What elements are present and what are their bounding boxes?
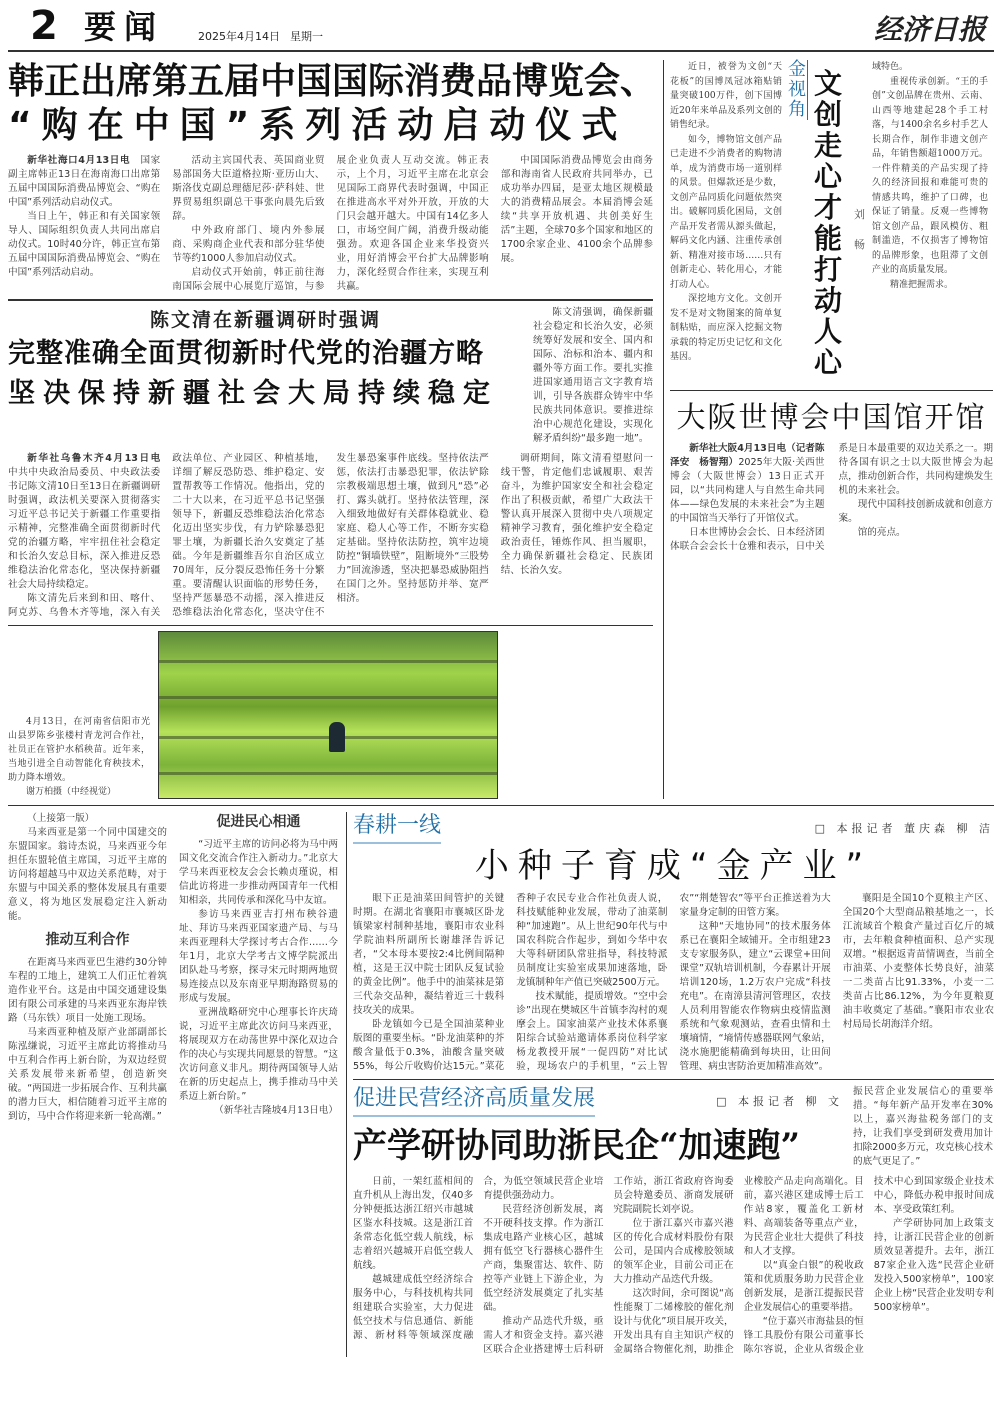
commentary-right-text	[872, 60, 988, 378]
kicker: 陈文清在新疆调研时强调	[149, 309, 381, 331]
bottom-region	[8, 812, 994, 1357]
top-right-column	[663, 60, 993, 799]
paragraph: 技术赋能，提质增效。“空中会诊”出现在樊城区牛首镇李沟村的观摩会上。国家油菜产业技术体系襄阳综合试验站邀请体系岗位科学家杨龙教授开展“一促四防”对比试验，现场农户的手机里，“云上智农”“荆楚智农”等平台正推送着为大家量身定制的田管方案。	[516, 893, 831, 1072]
top-left-column	[8, 60, 657, 799]
dateline: 新华社大阪4月13日电（记者陈泽安 杨智翔）	[670, 443, 825, 468]
paragraph: 位于浙江嘉兴市嘉兴港区的传化合成材料股份有限公司，是国内合成橡胶领域的领军企业，目前公司正在大力推动产品迭代升级。	[613, 1218, 734, 1285]
divider	[353, 1079, 994, 1080]
paragraph: 马来西亚种植及原产业部副部长陈泓缣说，习近平主席此访将推动马中互利合作再上新台阶，为双边经贸关系发展带来新希望，创造新突破。“两国进一步拓展合作、互利共赢的潜力巨大，相信随着习近平主席的到访，马中合作将迎来新一轮高潮。”	[8, 1027, 167, 1122]
page-header	[8, 0, 994, 52]
article-xinjiang	[8, 306, 653, 620]
side-text: 陈文清强调，确保新疆社会稳定和长治久安，必须统筹好发展和安全、国内和国际、治标和治本、疆内和疆外等方面工作。要扎实推进国家通用语言文字教育培训，引导各族群众铸牢中华民族共同体意识。要推进综治中心规范化建设，实现化解矛盾纠纷“最多跑一地”。	[533, 307, 653, 444]
private-economy-headline: 产学研协同助浙民企“加速跑”	[353, 1126, 801, 1166]
paragraph: 国家副主席韩正13日在海南海口出席第五届中国国际消费品博览会、“购在中国”系列活动启动仪式。	[8, 155, 161, 208]
column-tag: 促进民营经济高质量发展	[353, 1085, 595, 1117]
masthead-logo: 经济日报	[873, 13, 986, 46]
subhead: 促进民心相通	[216, 814, 301, 830]
photo-credit: 谢万柏摄（中经视觉）	[26, 787, 117, 797]
osaka-headline: 大阪世博会中国馆开馆	[676, 400, 987, 434]
paragraph: 参访马来西亚吉打州布秧谷遗址、拜访马来西亚国家遗产局、与马来西亚理科大学探讨考古合作……今年1月，北京大学考古文博学院派出团队赴马考察，探寻宋元时期两地贸易连接点以及东南亚早期海路贸易的形成与发展。	[179, 909, 338, 1004]
continued-note: （上接第一版）	[27, 813, 95, 824]
paragraph: 馆的亮点。	[857, 527, 906, 538]
commentary-title: 文创走心才能打动人心	[814, 67, 843, 379]
headline-line2: 坚决保持新疆社会大局持续稳定	[8, 378, 498, 409]
private-economy-body	[353, 1175, 994, 1357]
bottom-right-column	[346, 812, 994, 1357]
paragraph: 域特色。	[872, 62, 909, 72]
column-tag: 春耕一线	[353, 812, 441, 844]
source: （新华社吉隆坡4月13日电）	[214, 1105, 338, 1116]
page-number: 2	[30, 3, 58, 49]
byline: □ 本报记者 柳 文	[716, 1095, 843, 1108]
paragraph: 如今，博物馆文创产品已走进不少消费者的购物清单，成为消费市场一道别样的风景。但爆款还是少数，文创产品同质化问题依然突出。破解同质化困局，文创产品开发者需从源头做起，解码文化内涵、注重传承创新、精准对接市场……只有创新走心、转化用心，才能打动人心。	[670, 134, 782, 290]
article-spring-farming	[353, 812, 994, 1074]
caption-text: 4月13日，在河南省信阳市光山县罗陈乡张楼村青龙河合作社，社员正在管护水稻秧苗。近年来，当地引进全自动智能化育秧技术，助力降本增效。	[8, 717, 150, 783]
divider	[670, 390, 993, 391]
farmer-figure	[329, 722, 345, 752]
paragraph: 2025年大阪·关西世博会（大阪世博会）13日正式开园，以“共同构建人与自然生命共同体——绿色发展的未来社会”为主题的中国馆当天举行了开馆仪式。	[670, 457, 825, 524]
article-private-economy	[353, 1085, 994, 1357]
dateline: 新华社乌鲁木齐4月13日电	[27, 453, 161, 464]
paragraph: “习近平主席的访问必将为马中两国文化交流合作注入新动力。”北京大学马来西亚校友会会长赖贞瑾说，相信此访将进一步推动两国青年一代相知相亲，共同传承和深化马中友谊。	[179, 839, 338, 906]
paragraph: 亚洲战略研究中心理事长许庆琦说，习近平主席此次访问马来西亚，将展现双方在动荡世界中深化双边合作的决心与实现共同愿景的智慧。“这次访问意义非凡。期待两国领导人站在新的历史起点上，携手推动马中关系迈上新台阶。”	[179, 1007, 338, 1102]
subhead: 推动互利合作	[45, 932, 130, 948]
spring-body	[353, 892, 994, 1074]
article-han-zheng	[8, 60, 657, 294]
osaka-body	[670, 442, 993, 554]
paragraph: 现代中国科技创新成就和创意方案。	[838, 499, 993, 524]
paragraph: 中共中央政治局委员、中央政法委书记陈文清10日至13日在新疆调研时强调，政法机关要深入贯彻落实习近平总书记关于新疆工作重要指示精神，完整准确全面贯彻新时代党的治疆方略，牢牢扭住社会稳定和长治久安总目标，深入推进反恐维稳法治化常态化，坚决保持新疆社会大局持续稳定。	[8, 467, 161, 590]
paragraph: 调研期间，陈文清看望慰问一线干警，肯定他们忠诚履职、艰苦奋斗，为维护国家安全和社会稳定作出了积极贡献，希望广大政法干警认真开展深入贯彻中央八项规定精神学习教育，强化维护安全稳定政治责任，锤炼作风、担当履职，全力确保新疆社会稳定、民族团结、长治久安。	[500, 453, 653, 576]
paragraph: 以“真金白银”的税收政策和优质服务助力民营企业创新发展，是浙江提振民营企业发展信心的重要举措。	[743, 1260, 864, 1313]
paragraph: 日本世博协会会长、日本经济团体联合会会长十仓雅和表示，日中关系是日本最重要的双边关系之一。期待各国有识之士以大阪世博会为起点，推动创新合作，共同构建焕发生机的未来社会。	[670, 443, 993, 552]
paragraph: 卧龙镇如今已是全国油菜种业版图的重要坐标。“卧龙油菜种的芥酸含量低于0.3%，油酸含量突破55%，每公斤收购价达15元。”菜花香种子农民专业合作社负责人说，科技赋能种业发展，带动了油菜制种“加速跑”。从上世纪90年代与中国农科院合作起步，到如今华中农大等科研团队常驻指导，科技特派员制度让实验室成果加速落地，卧龙镇制种年产值已突破2500万元。	[353, 893, 668, 1072]
paragraph: 重视传承创新。“王的手创”文创品牌在贵州、云南、山西等地建起28个手工村落，与1400余名乡村手艺人长期合作，制作非遗文创产品，年销售额超1000万元。一件件精美的产品实现了持久的经济回报和难能可贵的情感共鸣，维护了口碑，也保证了销量。反观一些博物馆文创产品，跟风模仿、粗制滥造，不仅损害了博物馆的品牌形象，也阻滞了文创产业的高质量发展。	[872, 76, 988, 275]
commentary-column	[670, 60, 993, 378]
article-body	[8, 154, 653, 294]
paragraph: 民营经济创新发展，离不开硬科技支撑。作为浙江集成电路产业核心区，越城拥有低空飞行器核心器件生产商，集聚雷达、软件、防控等产业链上下游企业，为低空经济发展奠定了扎实基础。	[483, 1204, 604, 1313]
headline-line1: 完整准确全面贯彻新时代党的治疆方略	[8, 338, 484, 369]
paragraph: 马来西亚是第一个同中国建交的东盟国家。翁诗杰说，马来西亚今年担任东盟轮值主席国，习近平主席的访问将超越马中双边关系范畴，对于东盟与中国关系的整体发展具有重要意义，将为地区发展稳定注入新动能。	[8, 827, 167, 922]
spring-headline: 小种子育成“金产业”	[474, 846, 873, 886]
divider	[8, 299, 653, 301]
paragraph: 推动产品迭代升级，亟需人才和资金支持。嘉兴港区联合企业搭建博士后科研工作站，浙江省政府咨询委员会特邀委员、浙商发展研究院副院长刘亭说。	[483, 1176, 734, 1355]
article-malaysia-continued	[8, 812, 338, 1357]
paragraph: 精准把握需求。	[890, 279, 954, 290]
byline: □ 本报记者 董庆森 柳 洁	[814, 822, 994, 835]
column-tag: 金视角	[788, 59, 806, 120]
paragraph: 襄阳是全国10个夏粮主产区、全国20个大型商品粮基地之一，长江流域首个粮食产量过百亿斤的城市，去年粮食种植面积、总产实现双增。“根据返青苗情调查，当前全市油菜、小麦整体长势良好，油菜一二类苗占比91.33%，小麦一二类苗占比86.12%，为今年夏粮夏油丰收奠定了基础。”襄阳市农业农村局局长胡海洋介绍。	[842, 893, 994, 1030]
paragraph: 这次时间，余可图说“高性能聚丁二烯橡胶的催化剂设计与优化”项目展开攻关，开发出具有自主知识产权的金属络合物催化剂，助推企业橡胶产品走向高端化。目前，嘉兴港区建成博士后工作站8家，覆盖化工新材料、高端装备等重点产业，为民营企业壮大提供了科技和人才支撑。	[613, 1176, 864, 1355]
paragraph: 日前，一架红蓝相间的直升机从上海出发，仅40多分钟便抵达浙江绍兴市越城区鉴水科技城。这是浙江首条常态化低空载人航线，标志着绍兴越城开启低空载人航线。	[353, 1176, 474, 1271]
paragraph: 启动仪式开始前，韩正前往海南国际会展中心展览厅巡馆，与参展企业负责人互动交流。韩正表示，上个月，习近平主席在北京会见国际工商界代表时强调，中国正在推进高水平对外开放，开放的大门只会越开越大。中国有14亿多人口，市场空间广阔，消费升级动能强劲。欢迎各国企业来华投资兴业，用好消博会平台扩大品牌影响力，深化经贸合作往来，实现互利共赢。	[172, 155, 489, 292]
paragraph: 产学研协同加上政策支持，让浙江民营企业的创新质效显著提升。去年，浙江87家企业入选“民营企业研发投入500家榜单”，100家企业上榜“民营企业发明专利500家榜单”。	[873, 1218, 994, 1313]
paragraph: 近日，被誉为文创“天花板”的国博凤冠冰箱贴销量突破100万件，创下国博近20年来单品及系列文创的销售纪录。	[670, 62, 782, 130]
issue-weekday: 星期一	[290, 30, 323, 43]
photo-caption	[8, 715, 150, 799]
commentary-left-text	[670, 60, 782, 378]
commentary-author: 刘畅	[854, 208, 865, 251]
side-text: 振民营企业发展信心的重要举措。“每年新产品开发率在30%以上，嘉兴海盐税务部门的支持，让我们享受到研发费用加计扣除2000多万元，攻克核心技术的底气更足了。”	[853, 1086, 993, 1167]
divider	[8, 625, 653, 626]
paragraph: 越城建成低空经济综合服务中心，与科技机构共同组建联合实验室，大力促进低空技术与信息通信、新能源、新材料等领域深度融合，为低空领域民营企业培育提供强劲动力。	[353, 1176, 604, 1341]
paragraph: 这种“天地协同”的技术服务体系已在襄阳全域铺开。全市组建23支专家服务队，建立“云课堂+田间课堂”双轨培训机制，今春累计开展培训120场，1.2万农户完成“科技充电”。在南漳县清河管理区，农技人员利用智能农作物病虫疫情监测系统和气象观测站，查看虫情和土壤墒情，“墒情传感器联网气象站，浇水施肥能精确到每块田，让田间管理、病虫害防治更加精准高效”。	[679, 921, 831, 1072]
headline-line2: “购在中国”系列活动启动仪式	[8, 105, 628, 146]
paragraph: 中外政府部门、境内外参展商、采购商企业代表和部分驻华使节等约1000人参加启动仪式。	[172, 225, 325, 264]
top-region	[8, 60, 994, 799]
paragraph: 陈文清先后来到和田、喀什、阿克苏、乌鲁木齐等地，深入有关政法单位、产业园区、种植基地，详细了解反恐防恐、维护稳定、安置帮教等工作情况。他指出，党的二十大以来，在习近平总书记坚强领导下，新疆反恐维稳法治化常态化迈出坚实步伐，有力铲除暴恐犯罪土壤，为新疆长治久安奠定了基础。今年是新疆维吾尔自治区成立70周年，反分裂反恐怖任务十分繁重。要清醒认识面临的形势任务，坚持严惩暴恐不动摇，深入推进反恐维稳法治化常态化，坚决守住不发生暴恐案事件底线。坚持依法严惩，依法打击暴恐犯罪，依法铲除宗教极端思想土壤，做到凡“恐”必打、露头就打。坚持依法管理，深入细致地做好有关群体稳就业、稳家庭、稳人心等工作，不断夯实稳定基础。坚持依法防控，筑牢边境防控“铜墙铁壁”，阻断境外“三股势力”回流渗透，坚决把暴恐威胁阻挡在国门之外。坚持惩防并举、宽严相济。	[8, 453, 489, 618]
issue-date: 2025年4月14日	[198, 30, 280, 43]
paragraph: 深挖地方文化。文创开发不是对文物图案的简单复制粘贴，而应深入挖掘文物承载的特定历史记忆和文化基因。	[670, 294, 782, 362]
headline-line1: 韩正出席第五届中国国际消费品博览会、	[8, 61, 657, 102]
paragraph: 眼下正是油菜田间管护的关键时期。在湖北省襄阳市襄城区卧龙镇梁家村制种基地，襄阳市农业科学院油料所副所长谢雄泽告诉记者，“父本母本要按2:4比例间隔种植，这是王汉中院士团队反复试验的黄金比例”。他手中的油菜袜是第三代杂交品种，凝结着近三十载科技攻关的成果。	[353, 893, 505, 1016]
paragraph: “位于嘉兴市海盐县的恒锋工具股份有限公司董事长陈尔容说，企业从省级企业技术中心到国家级企业技术中心，降低办税申报时间成本、享受政策红利。	[743, 1176, 994, 1355]
paragraph: 在距离马来西亚巴生港约30分钟车程的工地上，建筑工人们正忙着筑造作业平台。这是由中国交通建设集团有限公司承建的马来西亚东海岸铁路（马东铁）项目一处施工现场。	[8, 957, 167, 1024]
divider	[8, 805, 994, 806]
section-name: 要闻	[84, 8, 165, 46]
paragraph: 当日上午，韩正和有关国家领导人、国际组织负责人共同出席启动仪式。10时40分许，韩正宣布第五届中国国际消费品博览会、“购在中国”系列活动启动。	[8, 211, 161, 278]
dateline: 新华社海口4月13日电	[27, 155, 131, 166]
rice-seedlings-photo	[158, 631, 498, 799]
article-osaka	[670, 396, 993, 554]
article-body	[8, 452, 653, 620]
paragraph: 中国国际消费品博览会由商务部和海南省人民政府共同举办，已成功举办四届，是亚太地区规模最大的消费精品展会。本届消博会延续“共享开放机遇、共创美好生活”主题，全球70多个国家和地区的1700余家企业、4100余个品牌参展。	[500, 155, 653, 264]
paragraph: 活动主宾国代表、英国商业贸易部国务大臣道格拉斯·亚历山大、斯洛伐克副总理德尼莎·萨科娃、世界贸易组织副总干事张向晨先后致辞。	[172, 155, 325, 222]
